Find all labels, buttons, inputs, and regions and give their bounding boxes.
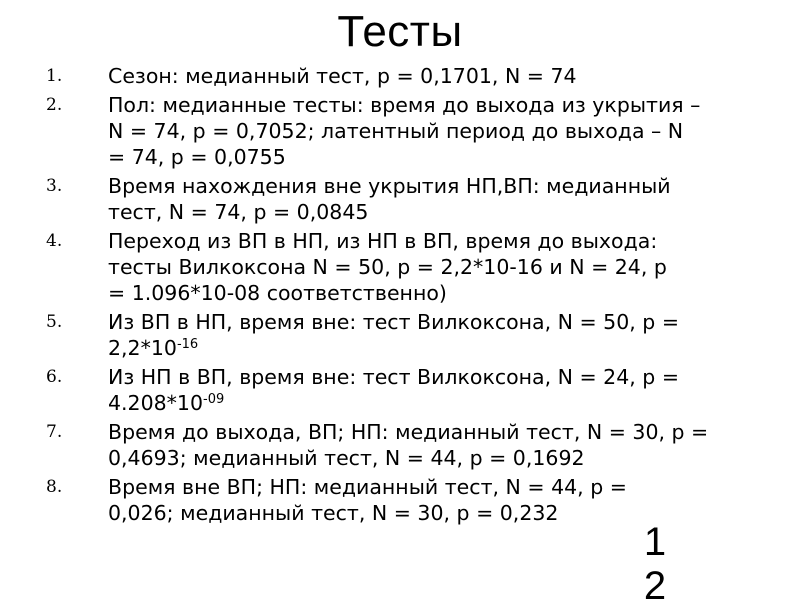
list-item-number: 1. <box>46 66 63 86</box>
list-item-number: 6. <box>46 367 63 387</box>
list-item-text: Переход из ВП в НП, из НП в ВП, время до выхода: тесты Вилкоксона N = 50, p = 2,2*10-16 и N = 24, p = 1.096*10-08 соответственно) <box>108 229 667 305</box>
list-item-1 <box>46 63 776 89</box>
list-item-number: 4. <box>46 231 63 251</box>
list-item-text: Время нахождения вне укрытия НП,ВП: медианный тест, N = 74, p = 0,0845 <box>108 174 671 224</box>
list-item-6 <box>46 364 776 416</box>
list-item-8 <box>46 474 776 526</box>
slide-title: Тесты <box>337 7 463 56</box>
list-item-text-main: Из НП в ВП, время вне: тест Вилкоксона, N = 24, p = 4.208*10 <box>108 365 680 415</box>
list-item-7 <box>46 419 776 471</box>
slide-number: 12 <box>643 520 667 600</box>
exponent: -09 <box>203 392 225 407</box>
list-item-number: 7. <box>46 422 63 442</box>
list-item-text <box>108 364 776 416</box>
list-item-4 <box>46 228 776 306</box>
list-item-number: 8. <box>46 477 63 497</box>
list-item-text: Время до выхода, ВП; НП: медианный тест, N = 30, p = 0,4693; медианный тест, N = 44, p = 0,1692 <box>108 420 709 470</box>
list-item-text-main: Из ВП в НП, время вне: тест Вилкоксона, N = 50, p = 2,2*10 <box>108 310 680 360</box>
list-item-number: 5. <box>46 312 63 332</box>
list-item-2 <box>46 92 776 170</box>
list-item-number: 3. <box>46 176 63 196</box>
list-item-number: 2. <box>46 95 63 115</box>
list-item-text: Время вне ВП; НП: медианный тест, N = 44, p = 0,026; медианный тест, N = 30, p = 0,232 <box>108 475 627 525</box>
list-item-5 <box>46 309 776 361</box>
list-item-text: Сезон: медианный тест, p = 0,1701, N = 74 <box>108 64 577 88</box>
list-item-text <box>108 309 776 361</box>
exponent: -16 <box>176 337 199 352</box>
test-results-list <box>46 63 776 526</box>
list-item-text: Пол: медианные тесты: время до выхода из укрытия – N = 74, p = 0,7052; латентный период до выхода – N = 74, p = 0,0755 <box>108 93 701 169</box>
list-item-3 <box>46 173 776 225</box>
